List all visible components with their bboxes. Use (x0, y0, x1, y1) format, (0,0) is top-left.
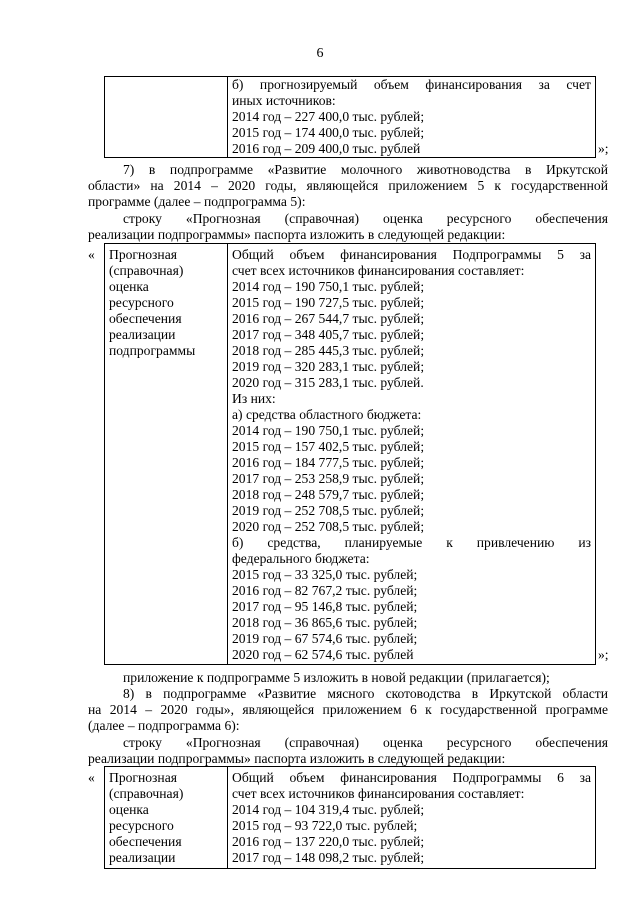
table1-line: 2015 год – 174 400,0 тыс. рублей; (232, 125, 425, 140)
table2-open-quote: « (88, 247, 95, 262)
table2-line: 2018 год – 36 865,6 тыс. рублей; (232, 615, 418, 630)
table2-line: 2017 год – 95 146,8 тыс. рублей; (232, 599, 418, 614)
table3-line: 2014 год – 104 319,4 тыс. рублей; (232, 802, 425, 817)
table2-line: 2017 год – 348 405,7 тыс. рублей; (232, 327, 425, 342)
table2-line: 2016 год – 82 767,2 тыс. рублей; (232, 583, 418, 598)
paragraph-8b (88, 735, 608, 767)
table2-label-line: (справочная) (109, 263, 184, 278)
table2-line: 2019 год – 67 574,6 тыс. рублей; (232, 631, 418, 646)
paragraph-7 (88, 162, 608, 210)
paragraph-line: строку «Прогнозная (справочная) оценка ресурсного обеспечения (123, 211, 608, 226)
table2-line: б) средства, планируемые к привлечению из (232, 535, 591, 550)
table2-label-line: Прогнозная (109, 247, 177, 262)
table2-line: 2018 год – 285 445,3 тыс. рублей; (232, 343, 425, 358)
table3-label-line: Прогнозная (109, 770, 177, 785)
table2-line: 2020 год – 62 574,6 тыс. рублей (232, 647, 414, 662)
table2-line: 2019 год – 252 708,5 тыс. рублей; (232, 503, 425, 518)
table-subprogram-6 (104, 766, 596, 869)
paragraph-line: на 2014 – 2020 годы», являющейся приложением 6 к государственной программе (88, 702, 608, 717)
table3-label-line: обеспечения (109, 834, 182, 849)
paragraph-8 (88, 686, 608, 734)
table1-right-cell (228, 77, 596, 158)
table3-line: Общий объем финансирования Подпрограммы 6 за (232, 770, 591, 785)
table2-line: счет всех источников финансирования составляет: (232, 263, 525, 278)
table1-line: 2016 год – 209 400,0 тыс. рублей (232, 141, 421, 156)
table2-label-line: подпрограммы (109, 343, 196, 358)
table2-line: 2018 год – 248 579,7 тыс. рублей; (232, 487, 425, 502)
table1-line: иных источников: (232, 93, 336, 108)
paragraph-line: 7) в подпрограмме «Развитие молочного животноводства в Иркутской (123, 162, 608, 177)
table3-left-cell (105, 767, 228, 869)
table3-open-quote: « (88, 770, 95, 785)
paragraph-line: программе (далее – подпрограмма 5): (88, 194, 306, 209)
table2-label-line: ресурсного (109, 295, 174, 310)
table-subprogram-5 (104, 243, 596, 665)
table3-line: 2016 год – 137 220,0 тыс. рублей; (232, 834, 425, 849)
table2-line: 2015 год – 33 325,0 тыс. рублей; (232, 567, 418, 582)
table2-line: Из них: (232, 391, 276, 406)
table3-right-cell (228, 767, 596, 869)
table2-left-cell (105, 244, 228, 665)
table2-line: 2016 год – 267 544,7 тыс. рублей; (232, 311, 425, 326)
paragraph-line: строку «Прогнозная (справочная) оценка ресурсного обеспечения (123, 735, 608, 750)
table3-label-line: реализации (109, 850, 176, 865)
table2-label-line: обеспечения (109, 311, 182, 326)
table3-line: 2015 год – 93 722,0 тыс. рублей; (232, 818, 418, 833)
paragraph-7b (88, 211, 608, 243)
table2-right-cell (228, 244, 596, 665)
table-continuation (104, 76, 596, 158)
table2-line: 2020 год – 252 708,5 тыс. рублей; (232, 519, 425, 534)
table2-line: 2015 год – 157 402,5 тыс. рублей; (232, 439, 425, 454)
paragraph-line: области» на 2014 – 2020 годы, являющейся приложением 5 к государственной (88, 178, 608, 193)
table3-line: 2017 год – 148 098,2 тыс. рублей; (232, 850, 425, 865)
paragraph-line: реализации подпрограммы» паспорта изложить в следующей редакции: (88, 227, 506, 242)
paragraph-line: (далее – подпрограмма 6): (88, 718, 240, 733)
page-number: 6 (316, 46, 324, 61)
table2-line: Общий объем финансирования Подпрограммы 5 за (232, 247, 591, 262)
table1-line: б) прогнозируемый объем финансирования за счет (232, 77, 591, 92)
table2-line: 2016 год – 184 777,5 тыс. рублей; (232, 455, 425, 470)
table2-line: 2015 год – 190 727,5 тыс. рублей; (232, 295, 425, 310)
paragraph-line: 8) в подпрограмме «Развитие мясного скотоводства в Иркутской области (123, 686, 608, 701)
table2-line: 2014 год – 190 750,1 тыс. рублей; (232, 423, 425, 438)
table1-closing-quote: »; (598, 141, 609, 156)
table1-left-cell (105, 77, 228, 158)
table3-label-line: ресурсного (109, 818, 174, 833)
table2-line: а) средства областного бюджета: (232, 407, 422, 422)
table2-line: 2020 год – 315 283,1 тыс. рублей. (232, 375, 424, 390)
paragraph-appendix: приложение к подпрограмме 5 изложить в новой редакции (прилагается); (123, 670, 550, 685)
table2-line: 2017 год – 253 258,9 тыс. рублей; (232, 471, 425, 486)
table2-closing-quote: »; (598, 647, 609, 662)
table3-label-line: оценка (109, 802, 149, 817)
table3-label-line: (справочная) (109, 786, 184, 801)
table2-label-line: оценка (109, 279, 149, 294)
table2-line: федерального бюджета: (232, 551, 370, 566)
table1-line: 2014 год – 227 400,0 тыс. рублей; (232, 109, 425, 124)
table2-line: 2014 год – 190 750,1 тыс. рублей; (232, 279, 425, 294)
table2-label-line: реализации (109, 327, 176, 342)
table2-line: 2019 год – 320 283,1 тыс. рублей; (232, 359, 425, 374)
table3-line: счет всех источников финансирования составляет: (232, 786, 525, 801)
paragraph-line: реализации подпрограммы» паспорта изложить в следующей редакции: (88, 751, 506, 766)
